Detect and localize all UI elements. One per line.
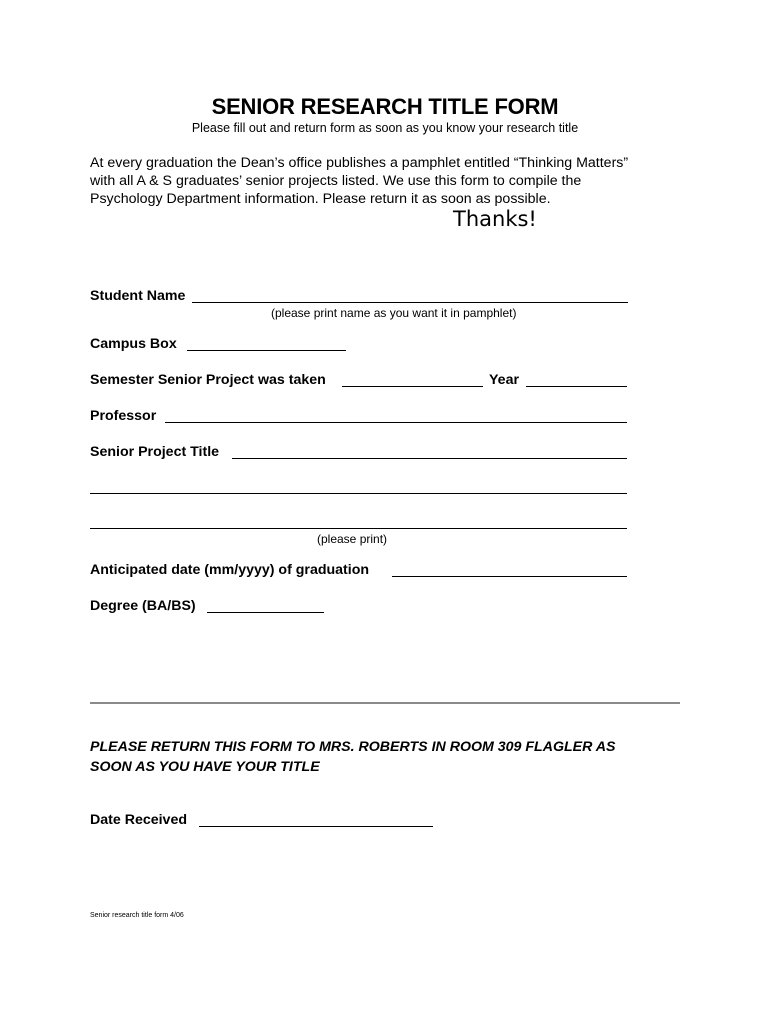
- degree-field[interactable]: [207, 612, 324, 613]
- thanks-text: Thanks!: [453, 207, 537, 231]
- student-name-label: Student Name: [90, 288, 186, 304]
- anticipated-date-field[interactable]: [392, 576, 627, 577]
- campus-box-field[interactable]: [187, 350, 346, 351]
- project-title-field-line-3[interactable]: [90, 528, 627, 529]
- intro-line: with all A & S graduates’ senior projects listed. We use this form to compile the: [90, 173, 582, 189]
- semester-label: Semester Senior Project was taken: [90, 372, 326, 388]
- student-name-hint: (please print name as you want it in pamphlet): [271, 306, 517, 320]
- project-title-field[interactable]: [232, 458, 627, 459]
- return-notice-line: PLEASE RETURN THIS FORM TO MRS. ROBERTS IN ROOM 309 FLAGLER AS: [90, 739, 616, 755]
- return-notice-line: SOON AS YOU HAVE YOUR TITLE: [90, 758, 320, 775]
- return-notice: [90, 738, 680, 777]
- section-divider: [90, 702, 680, 704]
- anticipated-date-label: Anticipated date (mm/yyyy) of graduation: [90, 562, 370, 578]
- professor-field[interactable]: [165, 422, 627, 423]
- year-label: Year: [489, 372, 519, 388]
- project-title-hint: (please print): [317, 532, 388, 546]
- footer-note: Senior research title form 4/06: [90, 912, 184, 919]
- campus-box-label: Campus Box: [90, 336, 177, 352]
- project-title-field-line-2[interactable]: [90, 493, 627, 494]
- semester-field[interactable]: [342, 386, 483, 387]
- form-title: SENIOR RESEARCH TITLE FORM: [211, 94, 559, 119]
- intro-paragraph: [90, 154, 680, 208]
- year-field[interactable]: [526, 386, 627, 387]
- professor-label: Professor: [90, 408, 157, 424]
- date-received-field[interactable]: [199, 826, 433, 827]
- date-received-label: Date Received: [90, 812, 187, 828]
- project-title-label: Senior Project Title: [90, 444, 220, 460]
- intro-line: Psychology Department information. Please return it as soon as possible.: [90, 191, 551, 207]
- degree-label: Degree (BA/BS): [90, 598, 196, 614]
- form-subtitle: Please fill out and return form as soon as you know your research title: [191, 121, 579, 135]
- student-name-field[interactable]: [192, 302, 628, 303]
- intro-line: At every graduation the Dean’s office publishes a pamphlet entitled “Thinking Matters”: [90, 155, 629, 171]
